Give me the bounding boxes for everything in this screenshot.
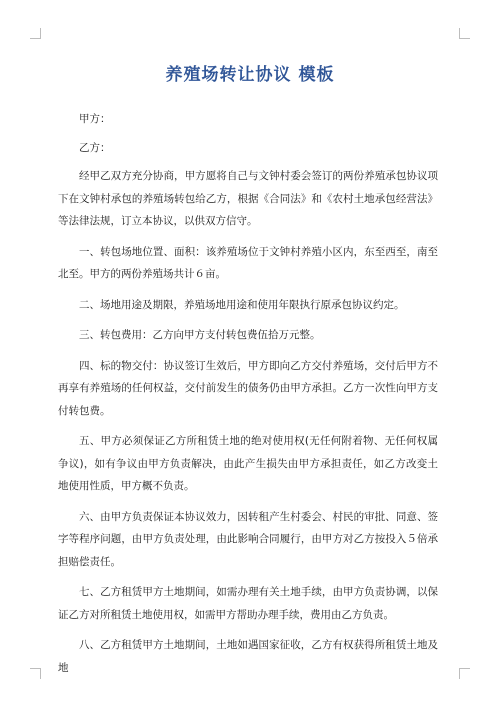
crop-mark-top-right <box>459 28 470 39</box>
paragraph-clause-3: 三、转包费用：乙方向甲方支付转包费伍拾万元整。 <box>79 329 321 341</box>
paragraph-clause-8: 八、乙方租赁甲方土地期间，土地如遇国家征收，乙方有权获得所租赁土地及地 <box>58 639 438 674</box>
party-b-line: 乙方： <box>79 141 111 154</box>
paragraph-clause-5: 五、甲方必须保证乙方所租赁土地的绝对使用权(无任何附着物、无任何权属争议)，如有争议由甲方负责解决，由此产生损失由甲方承担责任，如乙方改变土地使用性质，甲方概不负责。 <box>58 435 438 492</box>
paragraph-clause-6: 六、由甲方负责保证本协议效力，因转租产生村委会、村民的审批、同意、签字等程序问题，由甲方负责处理，由此影响合同履行，由甲方对乙方按投入５倍承担赔偿责任。 <box>58 510 438 568</box>
paragraph-clause-7: 七、乙方租赁甲方土地期间，如需办理有关土地手续，由甲方负责协调，以保证乙方对所租赁土地使用权，如需甲方帮助办理手续，费用由乙方负责。 <box>58 586 438 621</box>
document-title: 养殖场转让协议 模板 <box>165 65 335 85</box>
party-a-line: 甲方： <box>79 113 111 125</box>
crop-mark-bottom-right <box>459 668 470 679</box>
crop-mark-bottom-left <box>30 668 41 679</box>
document-body <box>58 108 438 687</box>
paragraph-preamble: 经甲乙双方充分协商，甲方愿将自己与文钟村委会签订的两份养殖承包协议项下在文钟村承包的养殖场转包给乙方，根据《合同法》和《农村土地承包经营法》等法律法规，订立本协议，以供双方信守。 <box>58 170 438 227</box>
paragraph-clause-1: 一、转包场地位置、面积：该养殖场位于文钟村养殖小区内，东至西至，南至北至。甲方的两份养殖场共计６亩。 <box>58 245 438 280</box>
crop-mark-top-left <box>30 28 41 39</box>
paragraph-clause-2: 二、场地用途及期限，养殖场地用途和使用年限执行原承包协议约定。 <box>79 298 405 311</box>
paragraph-clause-4: 四、标的物交付：协议签订生效后，甲方即向乙方交付养殖场，交付后甲方不再享有养殖场的任何权益，交付前发生的债务仍由甲方承担。乙方一次性向甲方支付转包费。 <box>58 359 438 417</box>
